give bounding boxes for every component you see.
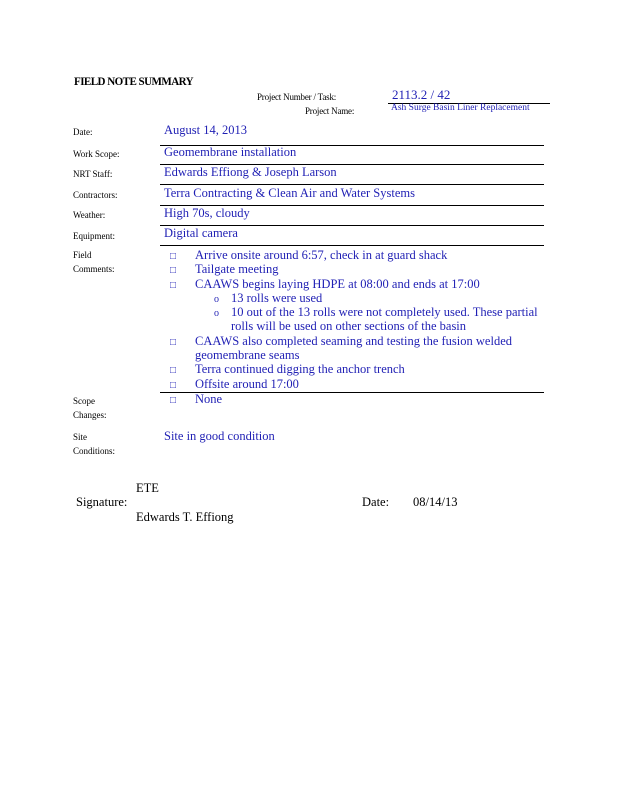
square-bullet-icon: □ [170,365,177,376]
equipment-label: Equipment: [73,231,115,241]
site-conditions-label-2: Conditions: [73,446,116,456]
equipment-rule [160,245,544,246]
comment-sub-item: 13 rolls were used [231,291,323,305]
square-bullet-icon: □ [170,337,177,348]
scope-changes-value: None [195,392,223,406]
comment-item: Terra continued digging the anchor trench [195,362,405,376]
field-comments-label-2: Comments: [73,264,115,274]
circle-bullet-icon: o [214,308,219,319]
comment-item: CAAWS begins laying HDPE at 08:00 and ends at 17:00 [195,277,480,291]
scope-changes-label-2: Changes: [73,410,107,420]
square-bullet-icon: □ [170,280,177,291]
project-number-value: 2113.2 / 42 [392,87,451,102]
comment-item: Tailgate meeting [195,262,279,276]
work-scope-value: Geomembrane installation [164,145,297,159]
signature-name: Edwards T. Effiong [136,510,234,524]
project-name-value: Ash Surge Basin Liner Replacement [391,103,530,113]
comment-sub-item: rolls will be used on other sections of the basin [231,319,467,333]
comment-sub-item: 10 out of the 13 rolls were not completely used. These partial [231,305,538,319]
site-conditions-value: Site in good condition [164,429,275,443]
page-title: FIELD NOTE SUMMARY [74,74,194,88]
nrt-staff-value: Edwards Effiong & Joseph Larson [164,165,337,179]
site-conditions-label-1: Site [73,432,88,442]
circle-bullet-icon: o [214,294,219,305]
contractors-label: Contractors: [73,190,118,200]
square-bullet-icon: □ [170,251,177,262]
project-number-label: Project Number / Task: [257,92,337,102]
field-comments-label-1: Field [73,250,92,260]
signature-label: Signature: [76,495,128,509]
square-bullet-icon: □ [170,265,177,276]
weather-label: Weather: [73,210,106,220]
contractors-value: Terra Contracting & Clean Air and Water Systems [164,186,415,200]
comment-item: Arrive onsite around 6:57, check in at guard shack [195,248,448,262]
comment-item: Offsite around 17:00 [195,377,299,391]
equipment-value: Digital camera [164,226,238,240]
date-value: August 14, 2013 [164,123,247,137]
project-name-label: Project Name: [305,106,355,116]
signature-initials: ETE [136,481,159,495]
comment-item: CAAWS also completed seaming and testing the fusion welded [195,334,512,348]
signature-date-label: Date: [362,495,390,509]
signature-date-value: 08/14/13 [413,495,458,509]
work-scope-label: Work Scope: [73,149,120,159]
weather-value: High 70s, cloudy [164,206,250,220]
square-bullet-icon: □ [170,395,177,406]
nrt-staff-rule [160,184,544,185]
date-label: Date: [73,127,93,137]
square-bullet-icon: □ [170,380,177,391]
nrt-staff-label: NRT Staff: [73,169,113,179]
comment-item: geomembrane seams [195,348,300,362]
scope-changes-label-1: Scope [73,396,95,406]
